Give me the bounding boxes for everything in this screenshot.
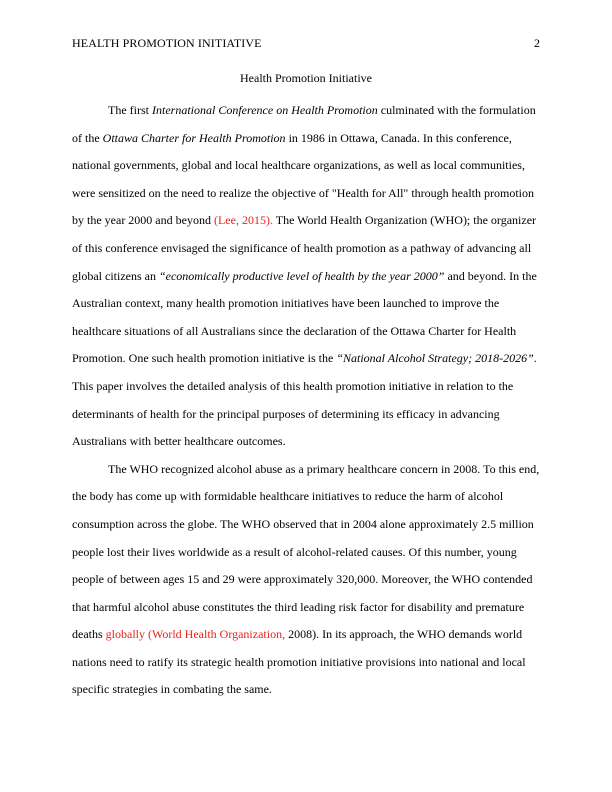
citation-who: globally (World Health Organization, (105, 627, 286, 642)
page-number: 2 (534, 36, 540, 50)
citation-lee: (Lee, 2015). (213, 213, 273, 228)
p1-text: The World Health Organization (WHO); the organizer of this conference envisaged the significance of health promotion as a pathway of advancing all global citizens an (72, 213, 537, 283)
p1-text: The first (108, 103, 152, 117)
conference-name: International Conference on Health Promotion (152, 103, 378, 117)
p2-text: The WHO recognized alcohol abuse as a primary healthcare concern in 2008. To this end, the body has come up with formidable healthcare initiatives to reduce the harm of alcohol consumption across the globe. The WHO observed that in 2004 alone approximately 2.5 million people lost their lives worldwide as a result of alcohol-related causes. Of this number, young people of between ages 15 and 29 were approximately 320,000. Moreover, the WHO contended that harmful alcohol abuse constitutes the third leading risk factor for disability and premature deaths (72, 461, 540, 642)
strategy-name: “National Alcohol Strategy; 2018-2026” (336, 351, 534, 366)
p1-text: and beyond. In the Australian context, many health promotion initiatives have been launched to improve the healthcare situations of all Australians since the declaration of the Ottawa Charter for Health Promotion. One such health promotion initiative is the (72, 268, 537, 366)
p1-text: in 1986 in Ottawa, Canada. In this conference, national governments, global and local healthcare organizations, as well as local communities, were sensitized on the need to realize the objective of "Health for All" through health promotion by the year 2000 and beyond (72, 130, 534, 228)
charter-name: Ottawa Charter for Health Promotion (102, 130, 286, 145)
document-title: Health Promotion Initiative (240, 71, 372, 85)
p2-text: 2008). In its approach, the WHO demands world nations need to ratify its strategic health promotion initiative provisions into national and local specific strategies in combating the same. (72, 627, 526, 697)
body-text (72, 97, 540, 704)
paragraph-2 (72, 456, 540, 704)
p1-text: . This paper involves the detailed analysis of this health promotion initiative in relation to the determinants of health for the principal purposes of determining its efficacy in advancing Australians with better healthcare outcomes. (72, 351, 537, 449)
quote-economically-productive: “economically productive level of health by the year 2000” (158, 268, 445, 283)
p1-text: culminated with the formulation of the (72, 103, 536, 145)
paragraph-1 (72, 97, 540, 456)
running-head: HEALTH PROMOTION INITIATIVE (72, 36, 262, 50)
